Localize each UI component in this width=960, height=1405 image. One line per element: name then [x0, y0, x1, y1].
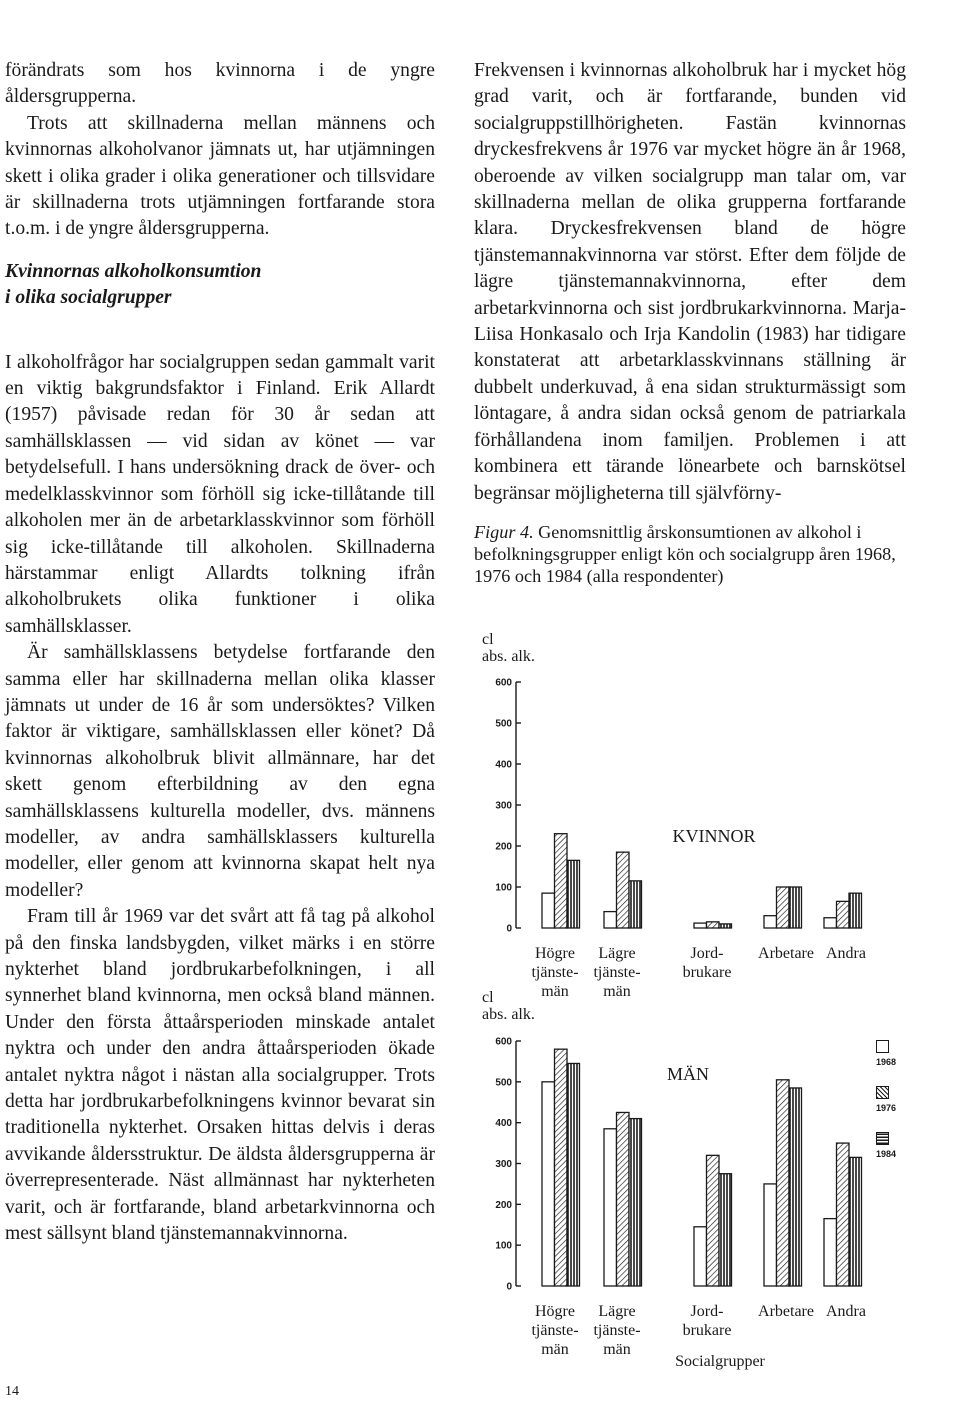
legend-label: 1968: [876, 1057, 897, 1067]
y-tick-label: 0: [506, 1281, 512, 1293]
y-tick-label: 100: [495, 882, 512, 894]
x-category-label: tjänste-: [593, 964, 641, 981]
x-category-label: Lägre: [598, 945, 636, 962]
y-tick-label: 400: [495, 759, 512, 771]
x-category-label: Andra: [826, 945, 866, 962]
x-category-label: Arbetare: [758, 1303, 814, 1320]
bar-1976: [707, 922, 720, 928]
x-category-label: män: [541, 983, 569, 1000]
bar-1984: [719, 924, 732, 928]
paragraph: Trots att skillnaderna mellan männens och kvinnornas alkoholvanor jämnats ut, har utjämningen skett i olika grader i olika generationer och tillsvidare är skillnaderna trots utjämningen fortfarande stora t.o.m. i de yngre åldersgrupperna.: [5, 112, 435, 240]
y-tick-label: 600: [495, 1036, 512, 1048]
figure-caption-text: Genomsnittlig årskonsumtionen av alkohol i befolkningsgrupper enligt kön och socialgrupp åren 1968, 1976 och 1984 (alla respondenter): [474, 521, 896, 586]
legend-label: 1976: [876, 1103, 897, 1113]
section-heading: [5, 259, 435, 312]
bar-1976: [777, 887, 790, 928]
bar-1984: [849, 893, 862, 928]
section-heading-line2: i olika socialgrupper: [5, 287, 172, 309]
x-category-label: brukare: [682, 964, 732, 981]
bar-1984: [789, 1088, 802, 1286]
x-category-label: män: [603, 983, 631, 1000]
right-column: [474, 58, 906, 587]
x-category-label: Lägre: [598, 1303, 636, 1320]
bar-1976: [617, 852, 630, 928]
y-unit-label: cl: [482, 631, 494, 648]
y-unit-label: abs. alk.: [482, 648, 535, 665]
x-category-label: Jord-: [690, 945, 724, 962]
chart-legend: [866, 1040, 956, 1180]
x-category-label: tjänste-: [593, 1322, 641, 1339]
bar-1976: [777, 1080, 790, 1286]
chart-title: KVINNOR: [672, 826, 756, 846]
bar-1968: [764, 916, 777, 928]
x-category-label: Jord-: [690, 1303, 724, 1320]
figure-label: Figur 4.: [474, 521, 534, 542]
bar-1976: [707, 1155, 720, 1286]
x-category-label: brukare: [682, 1322, 732, 1339]
chart-kvinnor: [474, 631, 894, 1000]
left-column: [5, 58, 435, 1247]
bar-1984: [849, 1157, 862, 1286]
x-category-label: tjänste-: [531, 964, 579, 981]
x-category-label: Andra: [826, 1303, 866, 1320]
bar-1976: [837, 1143, 850, 1286]
figure-caption: [474, 521, 906, 587]
bar-1968: [542, 1082, 555, 1286]
y-tick-label: 400: [495, 1118, 512, 1130]
bar-1984: [567, 1063, 580, 1286]
x-category-label: män: [541, 1341, 569, 1358]
legend-swatch-vertical-lines: [876, 1132, 889, 1145]
x-category-label: Högre: [535, 1303, 575, 1320]
chart-man: [474, 989, 897, 1382]
y-tick-label: 100: [495, 1240, 512, 1252]
x-axis-label: Socialgrupper: [675, 1353, 765, 1370]
y-tick-label: 600: [495, 677, 512, 689]
x-category-label: Arbetare: [758, 945, 814, 962]
bar-1984: [567, 860, 580, 928]
y-unit-label: abs. alk.: [482, 1006, 535, 1023]
y-tick-label: 0: [506, 923, 512, 935]
y-tick-label: 300: [495, 1159, 512, 1170]
bar-1984: [789, 887, 802, 928]
bar-1976: [837, 901, 850, 928]
bar-1976: [555, 834, 568, 928]
bar-1968: [542, 893, 555, 928]
chart-title: MÄN: [666, 1064, 710, 1084]
bar-1976: [555, 1049, 568, 1286]
bar-1968: [694, 1227, 707, 1286]
paragraph: I alkoholfrågor har socialgruppen sedan gammalt varit en viktig bakgrundsfaktor i Finland. Erik Allardt (1957) påvisade redan för 30 år sedan att samhällsklassen — vid sidan av könet — var betydelsefull. I hans undersökning drack de över- och medelklasskvinnor som förhöll sig icke-tillåtande till alkoholen mer än de arbetarklasskvinnor som förhöll sig icke-tillåtande till alkoholen. Skillnaderna härstammar enligt Allardts tolkning ifrån alkoholbrukets olika funktioner i olika samhällsklasser.: [5, 351, 435, 637]
y-tick-label: 200: [495, 1199, 512, 1211]
y-tick-label: 300: [495, 800, 512, 812]
paragraph: Är samhällsklassens betydelse fortfarande den samma eller har skillnaderna mellan olika klasser jämnats ut under de 16 år som undersöktes? Vilken faktor är viktigare, samhällsklassen eller könet? Då kvinnornas alkoholbruk blivit allmännare, har det skett genom efterbildning av den egna samhällsklassens kulturella modeller, dvs. männens modeller, av andra samhällsklassers kulturella modeller, eller genom att kvinnorna skapat helt nya modeller?: [5, 642, 435, 901]
y-tick-label: 500: [495, 718, 512, 730]
paragraph: förändrats som hos kvinnorna i de yngre åldersgrupperna.: [5, 60, 435, 108]
bar-1968: [604, 912, 617, 928]
bar-1984: [629, 881, 642, 928]
section-heading-line1: Kvinnornas alkoholkonsumtion: [5, 260, 262, 282]
bar-1968: [694, 923, 707, 928]
bar-1968: [604, 1129, 617, 1286]
x-category-label: tjänste-: [531, 1322, 579, 1339]
paragraph: Fram till år 1969 var det svårt att få tag på alkohol på den finska landsbygden, vilket märks i en större nykterhet bland jordbrukarbefolkningen, i all synnerhet bland kvinnorna, men också bland männen. Under den första åttaårsperioden minskade antalet nyktra och under den andra åttaårsperioden ökade antalet nyktra något i nästan alla socialgrupper. Trots detta har jordbrukarbefolkningens kvinnor bevarat sin traditionella nykterhet. Orsaken hittas delvis i deras avvikande åldersstruktur. De äldsta åldersgrupperna är överrepresenterade. Näst allmännast har nykterheten varit, och är fortfarande, bland arbetarkvinnorna och mest sällsynt bland tjänstemannakvinnorna.: [5, 906, 435, 1245]
bar-1968: [824, 918, 837, 928]
paragraph: Frekvensen i kvinnornas alkoholbruk har i mycket hög grad varit, och är fortfarande, bunden vid socialgruppstillhörigheten. Fastän kvinnornas dryckesfrekvens år 1976 var mycket högre än år 1968, oberoende av vilken socialgrupp man talar om, var skillnaderna mellan de olika grupperna fortfarande klara. Dryckesfrekvensen bland de högre tjänstemannakvinnorna var störst. Efter dem följde de lägre tjänstemannakvinnorna, efter dem arbetarkvinnorna och sist jordbrukarkvinnorna. Marja-Liisa Honkasalo och Irja Kandolin (1983) har tidigare konstaterat att arbetarklasskvinnans ställning är dubbelt underkuvad, å ena sidan strukturmässigt som löntagare, å andra sidan också genom de patriarkala förhållandena inom familjen. Problemen i att kombinera ett tärande lönearbete och barnskötsel begränsar möjligheterna till självförny-: [474, 60, 906, 504]
bar-1968: [764, 1184, 777, 1286]
y-tick-label: 200: [495, 841, 512, 853]
bar-1976: [617, 1112, 630, 1286]
bar-1968: [824, 1219, 837, 1286]
x-category-label: Högre: [535, 945, 575, 962]
x-category-label: män: [603, 1341, 631, 1358]
legend-label: 1984: [876, 1149, 897, 1159]
bar-1984: [719, 1174, 732, 1286]
legend-swatch-open: [876, 1040, 889, 1053]
y-unit-label: cl: [482, 989, 494, 1006]
legend-swatch-hatched: [876, 1086, 889, 1099]
page-number: 14: [5, 1384, 19, 1399]
y-tick-label: 500: [495, 1077, 512, 1089]
bar-1984: [629, 1119, 642, 1286]
